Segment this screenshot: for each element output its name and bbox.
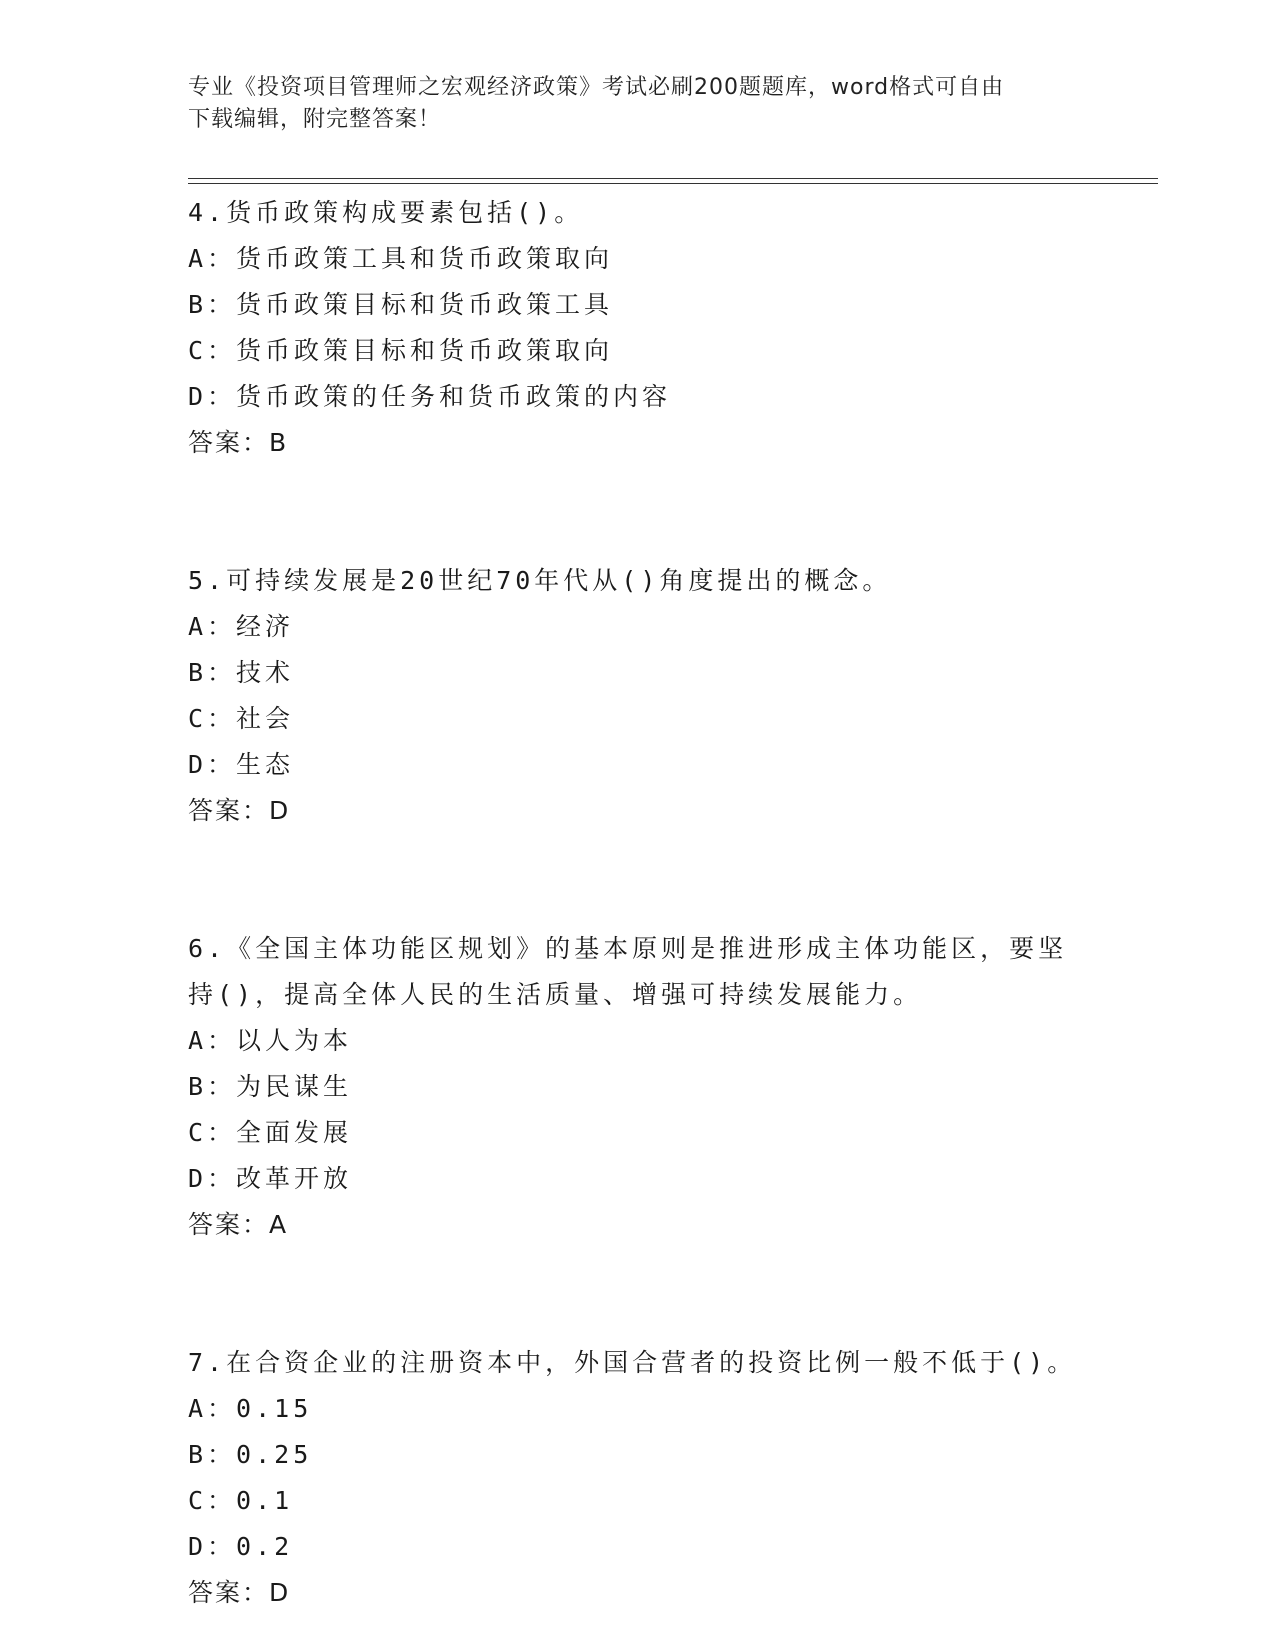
option-b: B：0.25 — [188, 1440, 313, 1469]
question-4 — [188, 190, 1088, 466]
header-line-1: 专业《投资项目管理师之宏观经济政策》考试必刷200题题库，word格式可自由 — [188, 75, 1005, 100]
question-stem-line-2: 持()，提高全体人民的生活质量、增强可持续发展能力。 — [188, 980, 923, 1009]
option-c: C：全面发展 — [188, 1118, 353, 1147]
option-c: C：社会 — [188, 704, 295, 733]
option-a: A：0.15 — [188, 1394, 313, 1423]
question-stem: 4.货币政策构成要素包括()。 — [188, 198, 584, 227]
option-d: D：生态 — [188, 750, 295, 779]
question-list — [188, 190, 1088, 1616]
header-divider-bottom — [188, 183, 1158, 184]
option-c: C：0.1 — [188, 1486, 294, 1515]
option-a: A：经济 — [188, 612, 295, 641]
document-header — [188, 72, 1068, 136]
answer: 答案：D — [188, 796, 291, 825]
question-7 — [188, 1340, 1088, 1616]
option-a: A：以人为本 — [188, 1026, 353, 1055]
option-b: B：技术 — [188, 658, 295, 687]
question-6 — [188, 926, 1088, 1248]
answer: 答案：D — [188, 1578, 291, 1607]
question-5 — [188, 558, 1088, 834]
option-d: D：0.2 — [188, 1532, 294, 1561]
option-b: B：为民谋生 — [188, 1072, 353, 1101]
option-c: C：货币政策目标和货币政策取向 — [188, 336, 614, 365]
question-stem: 5.可持续发展是20世纪70年代从()角度提出的概念。 — [188, 566, 892, 595]
option-a: A：货币政策工具和货币政策取向 — [188, 244, 614, 273]
answer: 答案：B — [188, 428, 289, 457]
header-line-2: 下载编辑，附完整答案！ — [188, 107, 442, 132]
option-d: D：货币政策的任务和货币政策的内容 — [188, 382, 672, 411]
option-b: B：货币政策目标和货币政策工具 — [188, 290, 614, 319]
question-stem: 7.在合资企业的注册资本中，外国合营者的投资比例一般不低于()。 — [188, 1348, 1077, 1377]
header-divider-top — [188, 178, 1158, 179]
option-d: D：改革开放 — [188, 1164, 353, 1193]
answer: 答案：A — [188, 1210, 289, 1239]
question-stem-line-1: 6.《全国主体功能区规划》的基本原则是推进形成主体功能区，要坚 — [188, 934, 1068, 963]
